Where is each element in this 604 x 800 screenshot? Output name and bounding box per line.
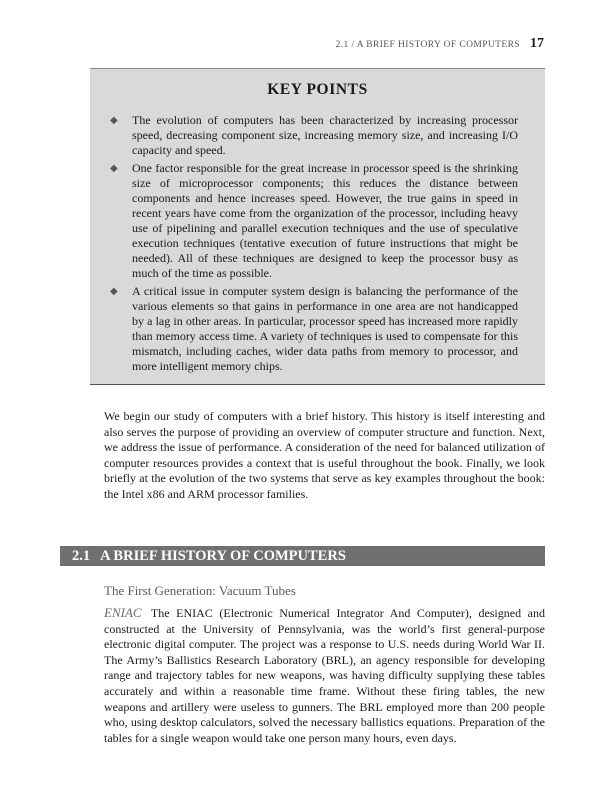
key-points-list (90, 113, 545, 374)
page-number: 17 (530, 36, 544, 51)
key-points-box (90, 68, 545, 385)
section-number: 2.1 (72, 548, 91, 564)
eniac-run-in-heading: ENIAC (104, 605, 142, 620)
key-point-text: One factor responsible for the great increase in processor speed is the shrinking size of microprocessor components; this reduces the distance between components and hence increases speed. However, the true gains in speed in recent years have come from the organization of the processor, including heavy use of pipelining and parallel execution techniques and the use of speculative execution techniques (tentative execution of future instructions that might be needed). All of these techniques are designed to keep the processor busy as much of the time as possible. (132, 161, 518, 280)
eniac-paragraph (104, 605, 545, 746)
section-title: A BRIEF HISTORY OF COMPUTERS (100, 548, 346, 564)
key-points-title: KEY POINTS (267, 81, 368, 98)
running-header (336, 36, 544, 52)
subsection-heading: The First Generation: Vacuum Tubes (104, 583, 296, 598)
diamond-bullet-icon: ◆ (110, 163, 118, 174)
eniac-paragraph-text: The ENIAC (Electronic Numerical Integrator And Computer), designed and constructed at the University of Pennsylvania, was the world’s first general-purpose electronic digital computer. The project was a response to U.S. needs during World War II. The Army’s Ballistics Research Laboratory (BRL), an agency responsible for developing range and trajectory tables for new weapons, was having difficulty supplying these tables accurately and within a reasonable time frame. Without these firing tables, the new weapons and artillery were useless to gunners. The BRL employed more than 200 people who, using desktop calculators, solved the necessary ballistics equations. Preparation of the tables for a single weapon would take one person many hours, even days. (104, 606, 545, 745)
diamond-bullet-icon: ◆ (110, 286, 118, 297)
key-point-item (110, 161, 518, 281)
diamond-bullet-icon: ◆ (110, 115, 118, 126)
running-title: 2.1 / A BRIEF HISTORY OF COMPUTERS (335, 40, 520, 50)
key-point-item (110, 284, 518, 374)
key-point-item (110, 113, 518, 158)
intro-paragraph: We begin our study of computers with a brief history. This history is itself interesting and also serves the purpose of providing an overview of computer structure and function. Next, we address the issue of performance. A consideration of the need for balanced utilization of computer resources provides a context that is useful throughout the book. Finally, we look briefly at the evolution of the two systems that serve as key examples throughout the book: the Intel x86 and ARM processor families. (104, 409, 545, 501)
key-point-text: The evolution of computers has been characterized by increasing processor speed, decreasing component size, increasing memory size, and increasing I/O capacity and speed. (132, 113, 518, 157)
key-point-text: A critical issue in computer system design is balancing the performance of the various elements so that gains in performance in one area are not handicapped by a lag in other areas. In particular, processor speed has increased more rapidly than memory access time. A variety of techniques is used to compensate for this mismatch, including caches, wider data paths from memory to processor, and more intelligent memory chips. (132, 284, 518, 373)
section-heading (60, 546, 545, 566)
